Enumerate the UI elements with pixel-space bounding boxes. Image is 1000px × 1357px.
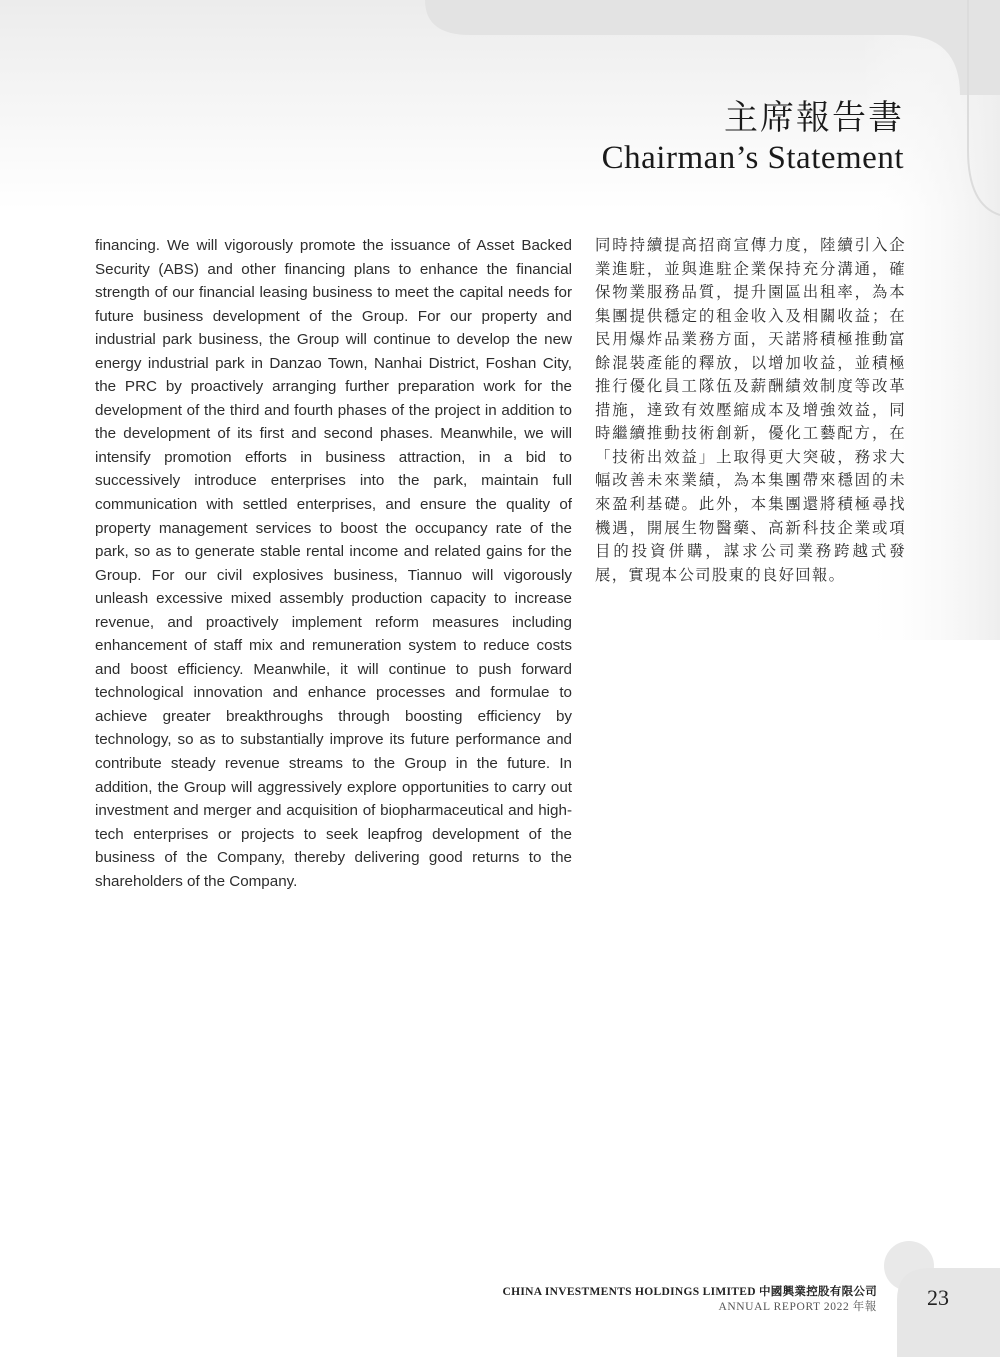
page-number: 23 <box>927 1285 949 1310</box>
title-chinese: 主席報告書 <box>724 98 904 138</box>
english-body-text: financing. We will vigorously promote the issuance of Asset Backed Security (ABS) and other financing plans to enhance the financial strength of our financial leasing business to meet the capital needs for future business development of the Group. For our property and industrial park business, the Group will continue to develop the new energy industrial park in Danzao Town, Nanhai District, Foshan City, the PRC by proactively arranging further preparation work for the development of the third and fourth phases of the project in addition to the development of its first and second phases. Meanwhile, we will intensify promotion efforts in business attraction, in a bid to successively introduce enterprises into the park, maintain full communication with settled enterprises, and ensure the quality of property management services to boost the occupancy rate of the park, so as to generate stable rental income and related gains for the Group. For our civil explosives business, Tiannuo will vigorously unleash excessive mixed assembly production capacity to increase revenue, and proactively implement reform measures including enhancement of staff mix and remuneration system to reduce costs and boost efficiency. Meanwhile, it will continue to push forward technological innovation and enhance processes and formulae to achieve greater breakthroughs through boosting efficiency by technology, so as to substantially improve its future performance and contribute steady revenue streams to the Group in the future. In addition, the Group will aggressively explore opportunities to carry out investment and merger and acquisition of biopharmaceutical and high-tech enterprises or projects to seek leapfrog development of the business of the Company, thereby delivering good returns to the shareholders of the Company. <box>95 237 572 890</box>
chinese-body-text: 同時持續提高招商宣傳力度，陸續引入企業進駐，並與進駐企業保持充分溝通，確保物業服務品質，提升園區出租率，為本集團提供穩定的租金收入及相關收益；在民用爆炸品業務方面，天諾將積極推動富餘混裝產能的釋放，以增加收益，並積極推行優化員工隊伍及薪酬績效制度等改革措施，達致有效壓縮成本及增強效益，同時繼續推動技術創新，優化工藝配方，在「技術出效益」上取得更大突破，務求大幅改善未來業績，為本集團帶來穩固的未來盈利基礎。此外，本集團還將積極尋找機遇，開展生物醫藥、高新科技企業或項目的投資併購，謀求公司業務跨越式發展，實現本公司股東的良好回報。 <box>595 236 906 584</box>
title-english: Chairman’s Statement <box>601 140 904 176</box>
report-label: ANNUAL REPORT 2022 年報 <box>718 1301 877 1313</box>
page-header <box>602 96 904 176</box>
page-footer <box>502 1284 877 1315</box>
company-name: CHINA INVESTMENTS HOLDINGS LIMITED 中國興業控股有限公司 <box>502 1286 877 1298</box>
footer-tab-shape <box>897 1268 1000 1357</box>
